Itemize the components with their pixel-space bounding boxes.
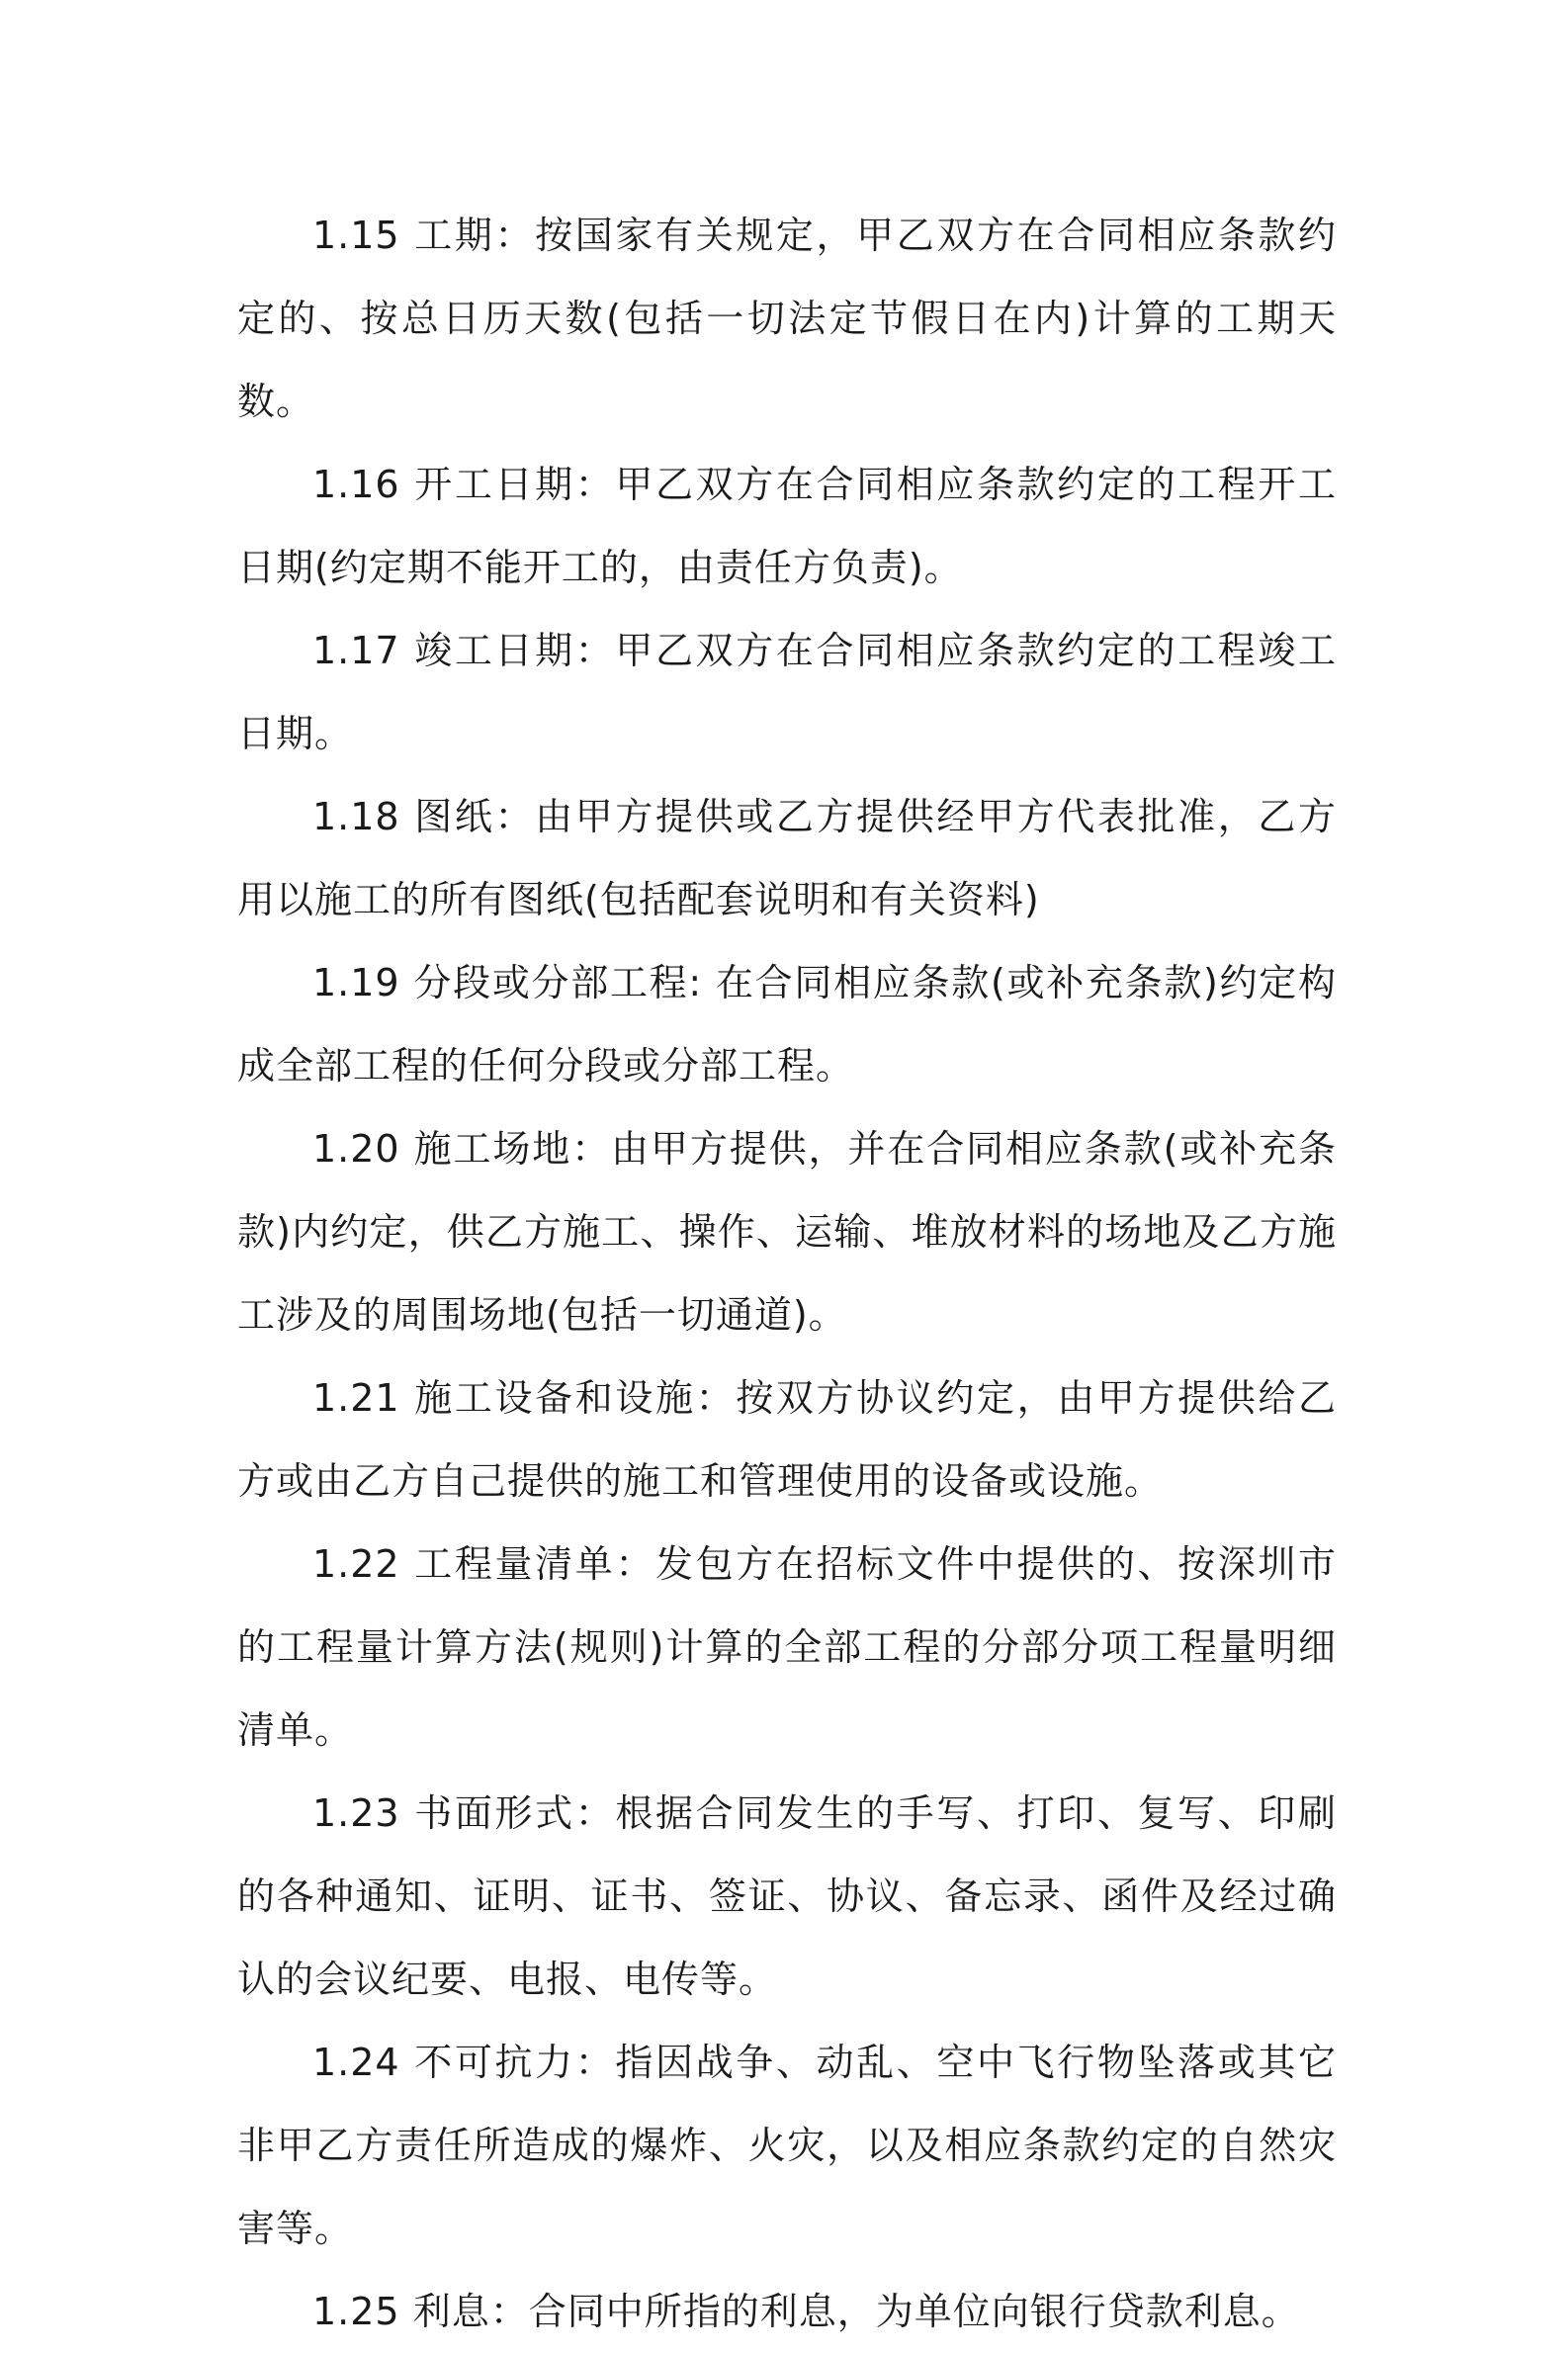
clause-1-15: 1.15 工期：按国家有关规定，甲乙双方在合同相应条款约定的、按总日历天数(包括一切法定节假日在内)计算的工期天数。 — [237, 214, 1337, 423]
clause-1-19: 1.19 分段或分部工程: 在合同相应条款(或补充条款)约定构成全部工程的任何分段或分部工程。 — [237, 961, 1337, 1088]
clause-1-21: 1.21 施工设备和设施：按双方协议约定，由甲方提供给乙方或由乙方自己提供的施工和管理使用的设备或设施。 — [237, 1376, 1337, 1503]
clause-1-20: 1.20 施工场地：由甲方提供，并在合同相应条款(或补充条款)内约定，供乙方施工、操作、运输、堆放材料的场地及乙方施工涉及的周围场地(包括一切通道)。 — [237, 1127, 1337, 1337]
clause-1-17: 1.17 竣工日期：甲乙双方在合同相应条款约定的工程竣工日期。 — [237, 629, 1337, 755]
clause-1-18: 1.18 图纸：由甲方提供或乙方提供经甲方代表批准，乙方用以施工的所有图纸(包括配套说明和有关资料) — [237, 795, 1337, 921]
clause-1-16: 1.16 开工日期：甲乙双方在合同相应条款约定的工程开工日期(约定期不能开工的，由责任方负责)。 — [237, 463, 1337, 589]
clause-1-22: 1.22 工程量清单：发包方在招标文件中提供的、按深圳市的工程量计算方法(规则)计算的全部工程的分部分项工程量明细清单。 — [237, 1542, 1337, 1752]
clause-1-24: 1.24 不可抗力：指因战争、动乱、空中飞行物坠落或其它非甲乙方责任所造成的爆炸、火灾，以及相应条款约定的自然灾害等。 — [237, 2041, 1337, 2250]
clause-1-25: 1.25 利息：合同中所指的利息，为单位向银行贷款利息。 — [312, 2290, 1300, 2333]
document-body — [237, 194, 1337, 2353]
clause-1-23: 1.23 书面形式：根据合同发生的手写、打印、复写、印刷的各种通知、证明、证书、签证、协议、备忘录、函件及经过确认的会议纪要、电报、电传等。 — [237, 1791, 1337, 2001]
